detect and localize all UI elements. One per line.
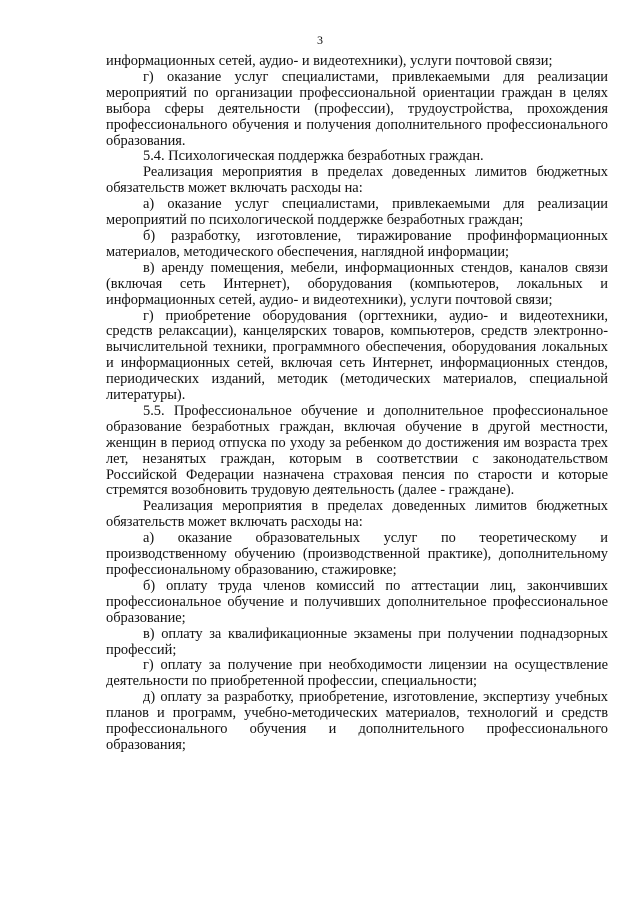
list-item: в) аренду помещения, мебели, информационных стендов, каналов связи (включая сеть Интернет), оборудования (компьютеров, локальных и информационных сетей, аудио- и видеотехники), услуги почтовой связи; [106, 259, 608, 308]
list-item: д) оплату за разработку, приобретение, изготовление, экспертизу учебных планов и программ, учебно-методических материалов, технологий и средств профессионального обучения и дополнительного профессионального образования; [106, 689, 608, 753]
section-heading: 5.4. Психологическая поддержка безработных граждан. [143, 148, 484, 165]
list-item: в) оплату за квалификационные экзамены при получении поднадзорных профессий; [106, 625, 608, 658]
document-body [106, 54, 608, 754]
list-item: а) оказание услуг специалистами, привлекаемыми для реализации мероприятий по психологической поддержке безработных граждан; [106, 196, 608, 229]
list-item: г) приобретение оборудования (оргтехники, аудио- и видеотехники, средств релаксации), канцелярских товаров, компьютеров, средств электронно-вычислительной техники, программного обеспечения, оборудования локальных и информационных сетей, включая сеть Интернет, информационных стендов, периодических изданий, методик (методических материалов, специальной литературы). [106, 307, 608, 404]
paragraph: Реализация мероприятия в пределах доведенных лимитов бюджетных обязательств может включать расходы на: [106, 498, 608, 531]
section-heading: 5.5. Профессиональное обучение и дополнительное профессиональное образование безработных граждан, включая обучение в другой местности, женщин в период отпуска по уходу за ребенком до достижения им возраста трех лет, незанятых граждан, которым в соответствии с законодательством Российской Федерации назначена страховая пенсия по старости и которые стремятся возобновить трудовую деятельность (далее - граждане). [106, 402, 608, 499]
list-item: б) оплату труда членов комиссий по аттестации лиц, закончивших профессиональное обучение и получивших дополнительное профессиональное образование; [106, 577, 608, 626]
page-number: 3 [317, 33, 323, 47]
paragraph: г) оказание услуг специалистами, привлекаемыми для реализации мероприятий по организации профессиональной ориентации граждан в целях выбора сферы деятельности (профессии), трудоустройства, прохождения профессионального обучения и получения дополнительного профессионального образования. [106, 68, 608, 149]
paragraph: информационных сетей, аудио- и видеотехники), услуги почтовой связи; [106, 53, 553, 69]
list-item: б) разработку, изготовление, тиражирование профинформационных материалов, методического обеспечения, наглядной информации; [106, 227, 608, 260]
list-item: г) оплату за получение при необходимости лицензии на осуществление деятельности по приобретенной профессии, специальности; [106, 657, 608, 690]
paragraph: Реализация мероприятия в пределах доведенных лимитов бюджетных обязательств может включать расходы на: [106, 164, 608, 197]
list-item: а) оказание образовательных услуг по теоретическому и производственному обучению (производственной практике), дополнительному профессиональному образованию, стажировке; [106, 530, 608, 578]
